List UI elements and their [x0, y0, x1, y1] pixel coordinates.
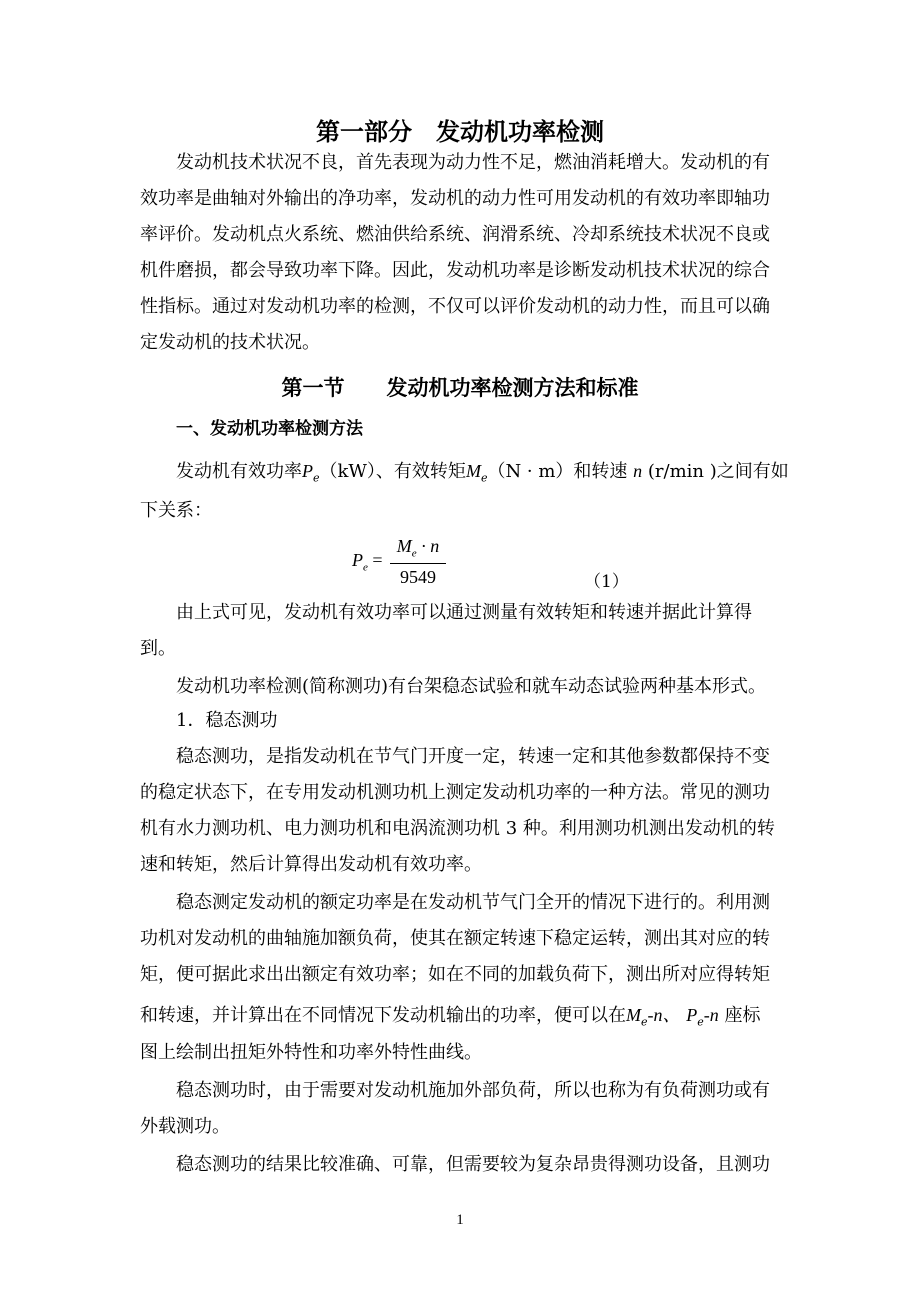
intro-line-3: 率评价。发动机点火系统、燃油供给系统、润滑系统、冷却系统技术状况不良或 — [140, 224, 770, 245]
after-formula-line-2: 到。 — [140, 638, 176, 659]
symbol-pe-sub: e — [313, 471, 320, 485]
symbol-n: n — [633, 461, 643, 481]
symbol-me-sub: e — [480, 471, 488, 485]
formula-p: P — [352, 550, 363, 570]
curve-line-1 — [140, 1004, 761, 1034]
rated-line-3: 矩，便可据此求出出额定有效功率；如在不同的加载负荷下，测出所对应得转矩 — [140, 964, 770, 985]
curve-symbol-m-sub: e — [641, 1015, 648, 1029]
relation-line — [176, 460, 789, 490]
forms-line: 发动机功率检测(简称测功)有台架稳态试验和就车动态试验两种基本形式。 — [176, 676, 767, 697]
formula-numerator — [390, 536, 446, 560]
formula-numerator-rest: · n — [416, 536, 440, 556]
curve-text-a: 和转速，并计算出在不同情况下发动机输出的功率，便可以在 — [140, 1005, 626, 1026]
curve-line-2: 图上绘制出扭矩外特性和功率外特性曲线。 — [140, 1042, 482, 1063]
relation-unit-rpm: (r/min )之间有如 — [647, 461, 789, 482]
curve-symbol-p-sub: e — [697, 1015, 704, 1029]
equation-number: （1） — [584, 572, 629, 592]
relation-line-2: 下关系： — [140, 500, 212, 521]
rated-line-2: 功机对发动机的曲轴施加额负荷，使其在额定转速下稳定运转，测出其对应的转 — [140, 928, 770, 949]
curve-symbol-p: P — [686, 1005, 698, 1025]
relation-unit-nm: （N · m）和转速 — [487, 461, 628, 482]
formula-denominator: 9549 — [400, 566, 436, 587]
load-line-2: 外载测功。 — [140, 1116, 230, 1137]
formula-p-sub: e — [363, 561, 368, 574]
load-line-1: 稳态测功时，由于需要对发动机施加外部负荷，所以也称为有负荷测功或有 — [176, 1080, 770, 1101]
symbol-pe: P — [302, 461, 313, 481]
item-1-heading: 1．稳态测功 — [176, 710, 278, 731]
fraction-bar — [390, 563, 446, 564]
page-number: 1 — [456, 1212, 464, 1228]
steady-line-1: 稳态测功，是指发动机在节气门开度一定，转速一定和其他参数都保持不变 — [176, 746, 770, 767]
formula-m: M — [396, 536, 412, 556]
relation-text-a: 发动机有效功率 — [176, 461, 302, 482]
last-line: 稳态测功的结果比较准确、可靠，但需要较为复杂昂贵得测功设备，且测功 — [176, 1154, 770, 1175]
symbol-me: M — [465, 461, 481, 481]
curve-dash-n1: -n、 — [647, 1005, 681, 1025]
intro-line-1: 发动机技术状况不良，首先表现为动力性不足，燃油消耗增大。发动机的有 — [176, 152, 770, 173]
intro-line-5: 性指标。通过对发动机功率的检测，不仅可以评价发动机的动力性，而且可以确 — [140, 296, 770, 317]
section-heading: 第一节 发动机功率检测方法和标准 — [281, 376, 639, 400]
rated-line-1: 稳态测定发动机的额定功率是在发动机节气门全开的情况下进行的。利用测 — [176, 892, 770, 913]
formula-m-sub: e — [411, 547, 417, 560]
subsection-heading: 一、发动机功率检测方法 — [176, 419, 363, 439]
after-formula-line-1: 由上式可见，发动机有效功率可以通过测量有效转矩和转速并据此计算得 — [176, 602, 752, 623]
intro-line-2: 效功率是曲轴对外输出的净功率，发动机的动力性可用发动机的有效功率即轴功 — [140, 188, 770, 209]
formula-equals: = — [372, 550, 383, 570]
intro-line-6: 定发动机的技术状况。 — [140, 332, 320, 353]
page-title: 第一部分 发动机功率检测 — [316, 118, 604, 146]
steady-line-2: 的稳定状态下，在专用发动机测功机上测定发动机功率的一种方法。常见的测功 — [140, 782, 770, 803]
relation-unit-kw: （kW）、有效转矩 — [319, 461, 466, 482]
curve-text-b: 座标 — [718, 1005, 761, 1026]
formula-lhs — [352, 550, 383, 574]
steady-line-3: 机有水力测功机、电力测功机和电涡流测功机 3 种。利用测功机测出发动机的转 — [140, 818, 775, 839]
curve-dash-n2: -n — [703, 1005, 719, 1025]
intro-line-4: 机件磨损，都会导致功率下降。因此，发动机功率是诊断发动机技术状况的综合 — [140, 260, 770, 281]
steady-line-4: 速和转矩，然后计算得出发动机有效功率。 — [140, 854, 482, 875]
formula-fraction — [390, 536, 446, 588]
curve-symbol-m: M — [626, 1005, 641, 1025]
